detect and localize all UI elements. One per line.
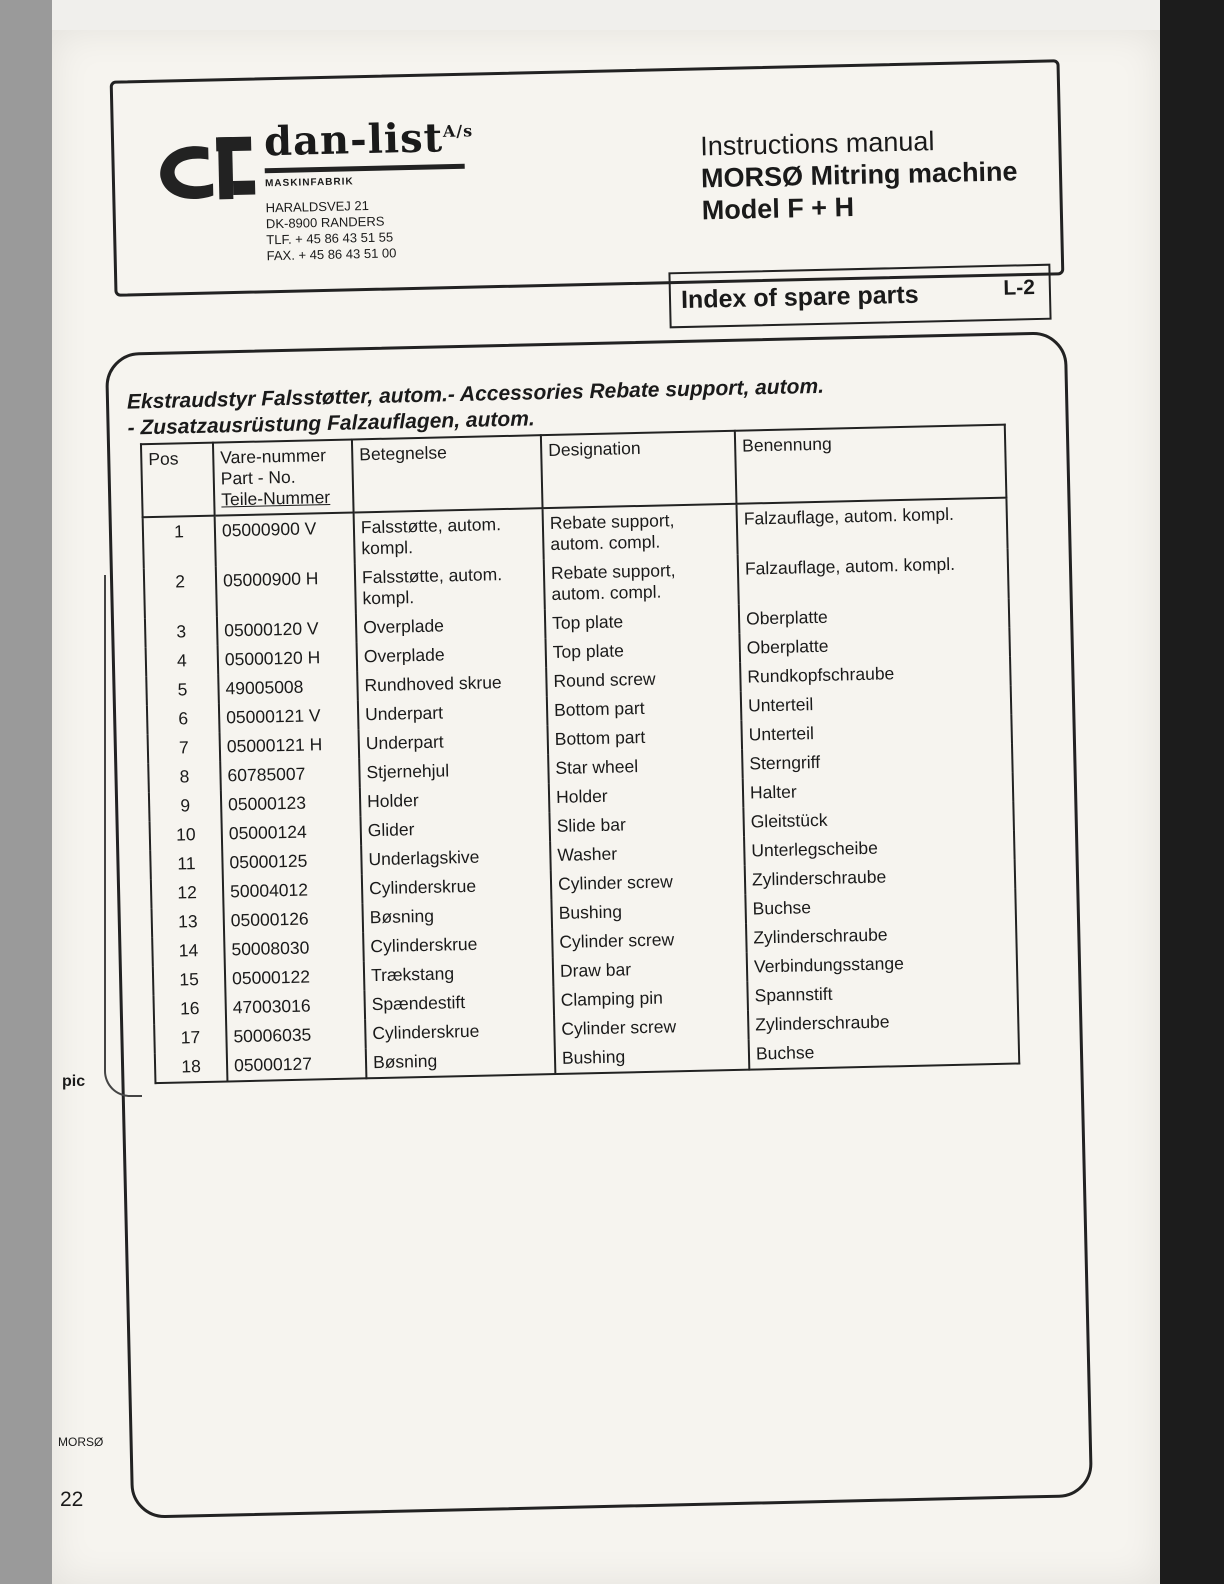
pos-cell: 12 [151, 878, 224, 909]
part-number-cell: 05000122 [225, 961, 365, 993]
part-number-cell: 05000121 H [220, 729, 360, 761]
part-number-cell: 05000123 [221, 787, 361, 819]
pos-cell: 9 [149, 791, 222, 822]
benennung-cell: Falzauflage, autom. kompl. [738, 549, 1009, 605]
betegnelse-cell: Overplade [356, 609, 546, 642]
part-number-cell: 50004012 [223, 874, 363, 906]
margin-pic-label: pic [62, 1073, 86, 1090]
header-betegnelse: Betegnelse [352, 435, 543, 512]
header-part-no-line: Vare-nummer [220, 445, 327, 468]
spare-parts-content-box [105, 331, 1093, 1519]
benennung-cell: Unterteil [741, 686, 1012, 721]
designation-cell: Cylinder screw [554, 1011, 749, 1044]
benennung-cell: Buchse [745, 889, 1016, 924]
manual-page [52, 30, 1160, 1584]
index-box [668, 264, 1051, 329]
facing-page-edge [104, 575, 142, 1097]
designation-cell: Bottom part [547, 692, 742, 725]
benennung-cell: Unterlegscheibe [744, 831, 1015, 866]
scan-dark-edge [1160, 0, 1224, 1584]
benennung-cell: Falzauflage, autom. kompl. [736, 498, 1007, 555]
designation-cell: Cylinder screw [552, 924, 747, 957]
address-line: DK-8900 RANDERS [265, 213, 385, 232]
designation-cell: Rebate support, autom. compl. [543, 504, 738, 559]
benennung-cell: Zylinderschraube [745, 860, 1016, 895]
part-number-cell: 47003016 [225, 990, 365, 1022]
betegnelse-cell: Falsstøtte, autom. kompl. [355, 559, 545, 613]
designation-cell: Top plate [545, 605, 740, 638]
part-number-cell: 50006035 [226, 1019, 366, 1051]
benennung-cell: Halter [743, 773, 1014, 808]
company-type: MASKINFABRIK [264, 176, 354, 190]
header-part-no-line: Part - No. [220, 466, 296, 489]
designation-cell: Rebate support, autom. compl. [544, 555, 739, 609]
part-number-cell: 05000900 H [216, 563, 356, 616]
header-benennung: Benennung [735, 425, 1007, 504]
designation-cell: Star wheel [548, 750, 743, 783]
part-number-cell: 49005008 [218, 671, 358, 703]
logo-rule [265, 164, 465, 174]
header-part-no [213, 439, 354, 515]
benennung-cell: Sterngriff [742, 744, 1013, 779]
pos-cell: 18 [155, 1051, 228, 1083]
benennung-cell: Oberplatte [739, 628, 1010, 663]
designation-cell: Washer [550, 837, 745, 870]
manual-title [700, 123, 1019, 226]
pos-cell: 13 [152, 907, 225, 938]
pos-cell: 1 [143, 516, 216, 569]
company-address [265, 197, 396, 264]
letterhead-box [110, 59, 1065, 296]
benennung-cell: Zylinderschraube [746, 918, 1017, 953]
index-title: Index of spare parts [680, 280, 919, 315]
part-number-cell: 05000125 [222, 845, 362, 877]
designation-cell: Holder [549, 779, 744, 812]
dan-list-logo-icon [156, 129, 258, 211]
pos-cell: 2 [144, 567, 217, 619]
designation-cell: Round screw [546, 663, 741, 696]
part-number-cell: 05000900 V [215, 512, 355, 566]
betegnelse-cell: Cylinderskrue [362, 870, 552, 903]
benennung-cell: Gleitstück [743, 802, 1014, 837]
company-suffix: A/s [442, 121, 474, 141]
pos-cell: 16 [153, 993, 226, 1024]
betegnelse-cell: Rundhoved skrue [357, 667, 547, 700]
benennung-cell: Verbindungsstange [747, 947, 1018, 982]
pos-cell: 5 [146, 675, 219, 706]
header-designation: Designation [541, 431, 737, 508]
betegnelse-cell: Bøsning [362, 899, 552, 932]
page-number: 22 [60, 1488, 84, 1511]
pos-cell: 14 [152, 936, 225, 967]
part-number-cell: 05000126 [223, 903, 363, 935]
pos-cell: 11 [150, 849, 223, 880]
designation-cell: Clamping pin [553, 982, 748, 1015]
manual-title-line: Instructions manual [699, 126, 935, 162]
part-number-cell: 05000120 H [218, 642, 358, 674]
pos-cell: 3 [145, 617, 218, 648]
betegnelse-cell: Bøsning [366, 1044, 556, 1078]
pos-cell: 15 [153, 964, 226, 995]
part-number-cell: 05000121 V [219, 700, 359, 732]
betegnelse-cell: Underpart [359, 725, 549, 758]
benennung-cell: Rundkopfschraube [740, 657, 1011, 692]
part-number-cell: 05000124 [222, 816, 362, 848]
betegnelse-cell: Trækstang [364, 957, 554, 990]
company-name: dan-list$^{A/s}$ [263, 114, 474, 166]
designation-cell: Bottom part [547, 721, 742, 754]
part-number-cell: 60785007 [220, 758, 360, 790]
betegnelse-cell: Stjernehjul [359, 754, 549, 787]
benennung-cell: Buchse [749, 1034, 1020, 1070]
part-number-cell: 05000120 V [217, 613, 357, 645]
table-body [143, 498, 1020, 1083]
manual-title-line: Model F + H [701, 191, 855, 226]
pos-cell: 10 [150, 820, 223, 851]
pos-cell: 6 [147, 704, 220, 735]
part-number-cell: 05000127 [227, 1048, 367, 1081]
betegnelse-cell: Overplade [357, 638, 547, 671]
pos-cell: 4 [146, 646, 219, 677]
pos-cell: 17 [154, 1022, 227, 1053]
betegnelse-cell: Holder [360, 783, 550, 816]
benennung-cell: Spannstift [747, 976, 1018, 1011]
betegnelse-cell: Underpart [358, 696, 548, 729]
benennung-cell: Unterteil [741, 715, 1012, 750]
designation-cell: Cylinder screw [551, 866, 746, 899]
header-pos: Pos [141, 443, 215, 518]
betegnelse-cell: Falsstøtte, autom. kompl. [354, 508, 544, 563]
header-part-no-line: Teile-Nummer [221, 486, 331, 510]
margin-morso-label: MORSØ [58, 1435, 104, 1449]
section-title-line: - Zusatzausrüstung Falzauflagen, autom. [127, 407, 535, 440]
betegnelse-cell: Cylinderskrue [363, 928, 553, 961]
part-number-cell: 50008030 [224, 932, 364, 964]
designation-cell: Draw bar [553, 953, 748, 986]
betegnelse-cell: Spændestift [364, 986, 554, 1019]
designation-cell: Bushing [555, 1040, 750, 1074]
betegnelse-cell: Underlagskive [361, 841, 551, 874]
designation-cell: Slide bar [549, 808, 744, 841]
designation-cell: Top plate [545, 634, 740, 667]
benennung-cell: Zylinderschraube [748, 1005, 1019, 1040]
manual-title-line: MORSØ Mitring machine [700, 156, 1018, 194]
benennung-cell: Oberplatte [739, 599, 1010, 634]
fax-line: FAX. + 45 86 43 51 00 [266, 245, 397, 264]
betegnelse-cell: Cylinderskrue [365, 1015, 555, 1048]
index-code: L-2 [1003, 276, 1036, 300]
phone-line: TLF. + 45 86 43 51 55 [266, 229, 394, 248]
pos-cell: 8 [148, 762, 221, 793]
betegnelse-cell: Glider [360, 812, 550, 845]
designation-cell: Bushing [551, 895, 746, 928]
section-title-line: Ekstraudstyr Falsstøtter, autom.- Accessories Rebate support, autom. [126, 374, 825, 414]
spare-parts-table [140, 424, 1020, 1084]
address-line: HARALDSVEJ 21 [265, 197, 370, 216]
pos-cell: 7 [148, 733, 221, 764]
